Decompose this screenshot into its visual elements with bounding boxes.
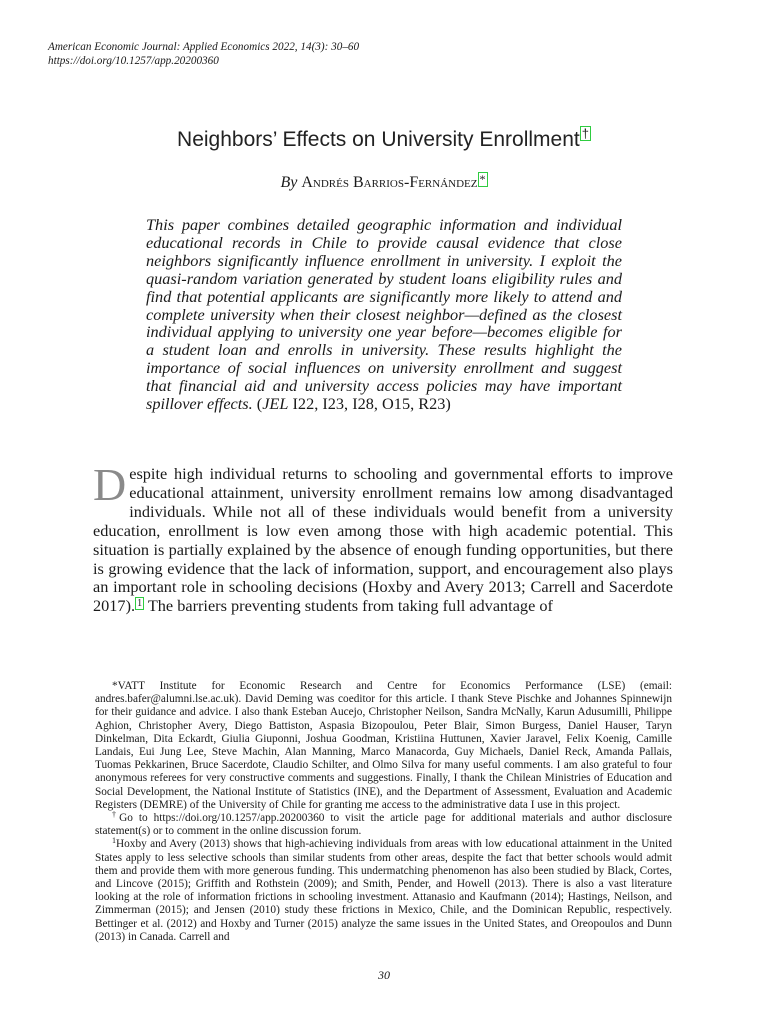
article-doi[interactable]: https://doi.org/10.1257/app.20200360 [48, 55, 219, 67]
body-text-1: espite high individual returns to schooling and governmental efforts to improve educational attainment, university enrollment remains low among disadvantaged individuals. While not all of these individuals would benefit from a university education, enrollment is low even among those with high academic potential. This situation is partially explained by the absence of enough funding opportunities, but there is growing evidence that the lack of information, support, and encouragement also plays an important role in schooling decisions (Hoxby and Avery 2013; Carrell and Sacerdote 2017). [93, 464, 673, 616]
jel-code-list: I22, I23, I28, O15, R23) [292, 394, 451, 414]
article-title-text: Neighbors’ Effects on University Enrollment [177, 128, 580, 151]
journal-header [48, 40, 359, 68]
footnote-star-mark: * [112, 680, 118, 692]
abstract [146, 216, 622, 413]
body-text-2: The barriers preventing students from taking full advantage of [144, 596, 553, 616]
author-footnote-link[interactable]: * [479, 172, 486, 186]
drop-cap: D [93, 459, 127, 510]
title-dagger-link[interactable]: † [581, 126, 589, 141]
page-number: 30 [378, 968, 390, 982]
jel-codes [257, 394, 451, 413]
footnote-1-mark: 1 [112, 836, 116, 846]
footnote-dagger [95, 812, 672, 838]
footnote-affiliation [95, 680, 672, 812]
body-paragraph [93, 459, 673, 616]
footnote-1-link[interactable]: 1 [137, 598, 143, 610]
footnote-1-text: Hoxby and Avery (2013) shows that high-achieving individuals from areas with low educational attainment in the United States apply to less selective schools than similar students from other areas, despite the fact that better schools would admit them and provide them with more generous funding. This undermatching phenomenon has also been studied by Black, Cortes, and Lincove (2015); Griffith and Rothstein (2009); and Smith, Pender, and Howell (2013). There is also a vast literature looking at the role of information frictions in schooling investment. Attanasio and Kaufmann (2014); Hastings, Neilson, and Zimmerman (2015); and Jensen (2010) study these frictions in Mexico, Chile, and the Dominican Republic, respectively. Bettinger et al. (2012) and Hoxby and Turner (2015) analyze the same issues in the United States, and Oreopoulos and Dunn (2013) in Canada. Carrell and [95, 838, 672, 943]
author-name: Andrés Barrios-Fernández [301, 174, 478, 191]
jel-open: ( [256, 394, 263, 414]
footnote-dagger-text: Go to https://doi.org/10.1257/app.20200360 to visit the article page for additional materials and author disclosure statement(s) or to comment in the online discussion forum. [95, 812, 673, 838]
footnote-star-text: VATT Institute for Economic Research and Centre for Economics Performance (LSE) (email: andres.bafer@alumni.lse.ac.uk). David Deming was coeditor for this article. I thank Steve Pischke and Johannes Spinnewijn for their guidance and advice. I also thank Esteban Aucejo, Christopher Neilson, Sandra McNally, Karun Adusumilli, Philippe Aghion, Christopher Avery, Diego Battiston, Aspasia Bizopoulou, Peter Blair, Simon Burgess, Daniel Hauser, Taryn Dinkelman, Dita Eckardt, Giulia Giuponni, Joshua Goodman, Kristiina Huttunen, Xavier Jaravel, Felix Koenig, Camille Landais, Eui Jung Lee, Steve Machin, Alan Manning, Marco Manacorda, Guy Michaels, Daniel Reck, Amanda Pallais, Tuomas Pekkarinen, Bruce Sacerdote, Claudio Schilter, and Olmo Silva for many useful comments. I am also grateful to four anonymous referees for very constructive comments and suggestions. Finally, I thank the Chilean Ministries of Education and Social Development, the National Institute of Statistics (INE), and the Department of Assessment, Evaluation and Academic Registers (DEMRE) of the University of Chile for granting me access to the administrative data I use in this project. [95, 680, 672, 811]
journal-citation: American Economic Journal: Applied Economics 2022, 14(3): 30–60 [48, 41, 360, 53]
article-title [0, 126, 768, 152]
jel-label: JEL [262, 394, 289, 414]
byline [0, 172, 768, 192]
footnotes [95, 680, 672, 944]
footnote-1 [95, 838, 672, 944]
byline-by: By [280, 174, 298, 191]
abstract-text: This paper combines detailed geographic information and individual educational records in Chile to provide causal evidence that close neighbors significantly influence enrollment in university. I exploit the quasi-random variation generated by student loans eligibility rules and find that potential applicants are significantly more likely to attend and complete university when their closest neighbor—defined as the closest individual applying to university one year before—becomes eligible for a student loan and enrolls in university. These results highlight the importance of social influences on university enrollment and suggest that financial aid and university access policies may have important spillover effects. [146, 215, 622, 414]
footnote-dagger-mark: † [112, 810, 120, 820]
